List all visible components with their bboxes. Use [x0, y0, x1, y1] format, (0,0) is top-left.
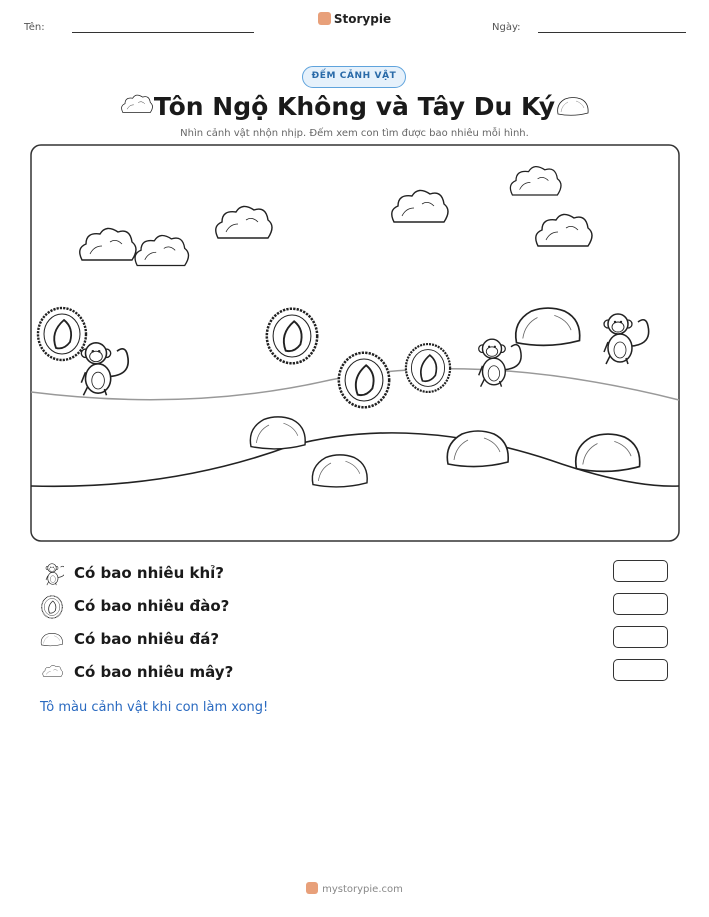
scene-peach [406, 344, 450, 392]
question-text: Có bao nhiêu đào? [74, 597, 230, 615]
date-line[interactable] [538, 32, 686, 33]
scene-peach [38, 308, 86, 360]
answer-box-monkeys[interactable] [613, 560, 668, 582]
cloud-icon [40, 661, 64, 685]
page-subtitle: Nhìn cảnh vật nhộn nhịp. Đếm xem con tìm được bao nhiêu mỗi hình. [180, 128, 529, 139]
peach-icon [40, 595, 64, 619]
name-line[interactable] [72, 32, 254, 33]
monkey-icon [40, 562, 64, 586]
coloring-note: Tô màu cảnh vật khi con làm xong! [40, 700, 269, 715]
storypie-logo-icon [306, 882, 318, 894]
brand-logo [0, 12, 709, 26]
scene-peach [339, 353, 389, 408]
scene-peach [267, 309, 317, 364]
answer-box-rocks[interactable] [613, 626, 668, 648]
question-text: Có bao nhiêu đá? [74, 630, 220, 648]
page-title: Tôn Ngộ Không và Tây Du Ký [153, 92, 556, 121]
name-label: Tên: [24, 22, 45, 33]
answer-box-peaches[interactable] [613, 593, 668, 615]
category-badge: ĐẾM CẢNH VẬT [302, 66, 406, 88]
date-label: Ngày: [492, 22, 521, 33]
rock-icon [40, 628, 64, 652]
question-text: Có bao nhiêu mây? [74, 663, 234, 681]
title-rock-right-icon [556, 94, 590, 120]
storypie-logo-icon [318, 12, 331, 25]
site-footer [0, 882, 709, 895]
question-text: Có bao nhiêu khỉ? [74, 564, 224, 582]
answer-box-clouds[interactable] [613, 659, 668, 681]
counting-scene [30, 144, 680, 542]
brand-name: Storypie [333, 12, 392, 26]
site-url: mystorypie.com [322, 884, 403, 895]
